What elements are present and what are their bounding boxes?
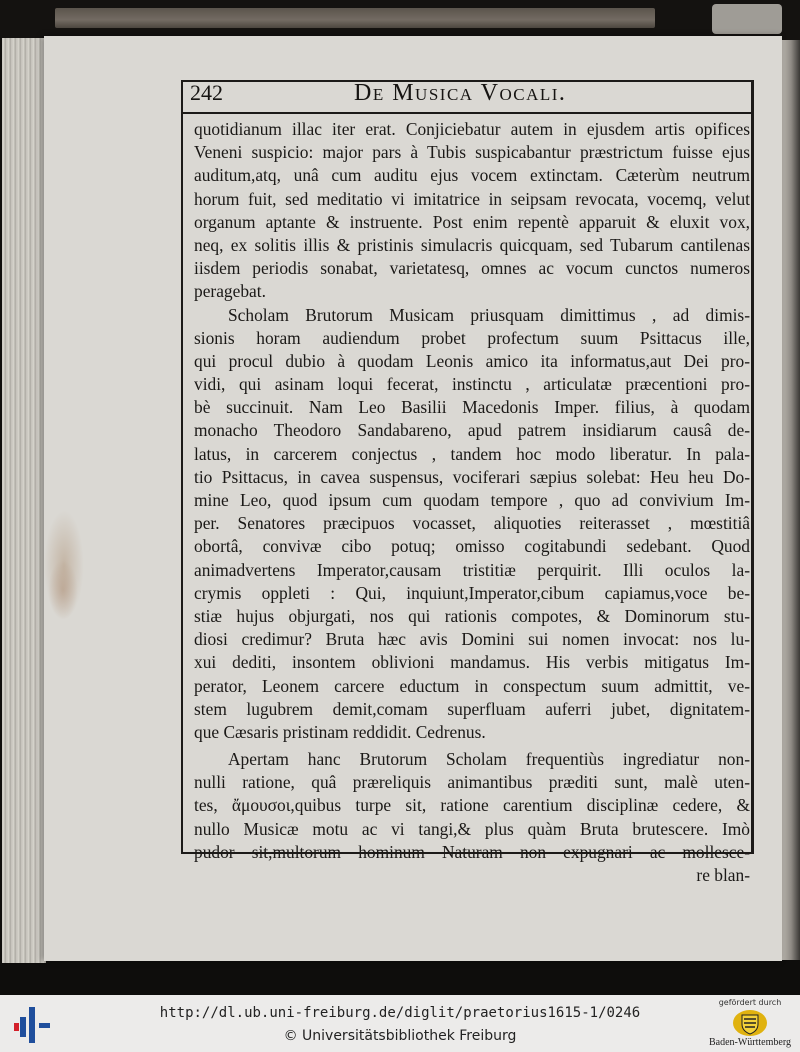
text-line: tio Psittacus, in cavea suspensus, vociferari sæpius solebat: Heu heu Do- [194, 466, 750, 487]
text-line: xui dediti, insontem oblivioni mandamus. His verbis mitigatus Im- [194, 652, 750, 673]
text-line: mine Leo, quod ipsum cum quodam tempore , quo ad convivium Im- [194, 490, 750, 510]
text-line: obortâ, convivæ cibo potuq; omisso cogitabundi sedebant. Quod [194, 536, 750, 557]
text-line: Apertam hanc Brutorum Scholam frequentiùs ingrediatur non- [228, 749, 750, 770]
text-line: latus, in carcerem conjectus , tandem hoc modo liberatur. In pala- [194, 443, 750, 464]
text-line: diosi credimur? Bruta hæc avis Domini sui nomen invocat: nos lu- [194, 629, 750, 650]
text-line: Scholam Brutorum Musicam priusquam dimittimus , ad dimis- [228, 304, 750, 325]
text-line: stem lugubrem demit,comam superfluam auferri jubet, dignitatem- [194, 698, 750, 719]
text-line: stiæ hujus objurgati, nos qui rationis compotes, & Dominorum stu- [194, 605, 750, 626]
paper-stain [48, 560, 78, 620]
text-line: peragebat. [194, 281, 266, 302]
header-rule [181, 112, 751, 114]
text-line: horum fuit, sed meditatio vi imitatrice in seipsam revocata, vocemq, velut [194, 188, 750, 209]
body-text [194, 118, 750, 887]
baden-wuerttemberg-crest-icon [730, 1009, 770, 1037]
text-line: organum aptante & instruente. Post enim repentè apparuit & eluxit vox, [194, 211, 750, 232]
text-line: Veneni suspicio: major pars à Tubis suspicabantur præstrictum fuisse ejus [194, 142, 750, 163]
text-line: per. Senatores præcipuos vocasset, aliquoties reiterasset , mœstitiâ [194, 513, 750, 534]
text-line: auditum,atq, unâ cum auditu ejus vocem extinctam. Cæterùm neutrum [194, 165, 750, 186]
text-line: perator, Leonem carcere eductum in conspectum suum admittit, ve- [194, 675, 750, 696]
text-line: neq, ex solitis illis & pristinis simulacris quicquam, sed Tubarum cantilenas [194, 234, 750, 255]
text-line: nulli ratione, quâ præreliquis animantibus præditi sunt, malè uten- [194, 772, 750, 793]
sponsor-logo [705, 998, 795, 1050]
text-line: quotidianum illac iter erat. Conjiciebatur autem in ejusdem artis opifices [194, 119, 750, 139]
text-line: sionis horam audiendum probet profectum suum Psittacus ille, [194, 327, 750, 348]
text-line: qui procul dubio à quodam Leonis amico ita informatus,aut Dei pro- [194, 350, 750, 371]
page-edges [2, 38, 46, 963]
page-number: 242 [190, 80, 223, 105]
text-line: vidi, qui asinam loqui fecerat, instinctu , articulatæ præcentioni pro- [194, 374, 750, 395]
text-line: animadvertens Imperator,causam tristitiæ perquirit. Illi oculos la- [194, 559, 750, 580]
text-line: nullo Musicæ motu ac vi tangi,& plus quàm Bruta brutescere. Imò [194, 818, 750, 839]
sponsor-name: Baden-Württemberg [708, 1037, 791, 1048]
permalink-url[interactable]: http://dl.ub.uni-freiburg.de/diglit/praetorius1615-1/0246 [159, 1005, 641, 1021]
book-binding [55, 8, 655, 28]
text-line: pudor sit,multorum hominum Naturam non expugnari ac mollesce- [194, 841, 750, 862]
catchword: re blan- [696, 865, 750, 885]
text-line: crymis oppleti : Qui, inquiunt,Imperator,cibum capiamus,voce be- [194, 582, 750, 603]
running-head: De Musica Vocali. [354, 80, 567, 106]
footer-bar [0, 995, 800, 1052]
copyright-text: © Universitätsbibliothek Freiburg [283, 1028, 517, 1044]
text-line: tes, ἄμουσοι,quibus turpe sit, ratione carentium disciplinæ cedere, & [194, 795, 750, 816]
text-line: que Cæsaris pristinam reddidit. Cedrenus. [194, 721, 486, 742]
clamp [712, 4, 782, 34]
text-line: bè succinuit. Nam Leo Basilii Macedonis Imper. filius, à quodam [194, 397, 750, 418]
sponsor-label: gefördert durch [718, 998, 782, 1007]
text-line: monacho Theodoro Sandabareno, apud patrem insidiarum causâ de- [194, 420, 750, 441]
text-line: iisdem periodis sonabat, varietatesq, omnes ac vocum cunctos numeros [194, 258, 750, 279]
